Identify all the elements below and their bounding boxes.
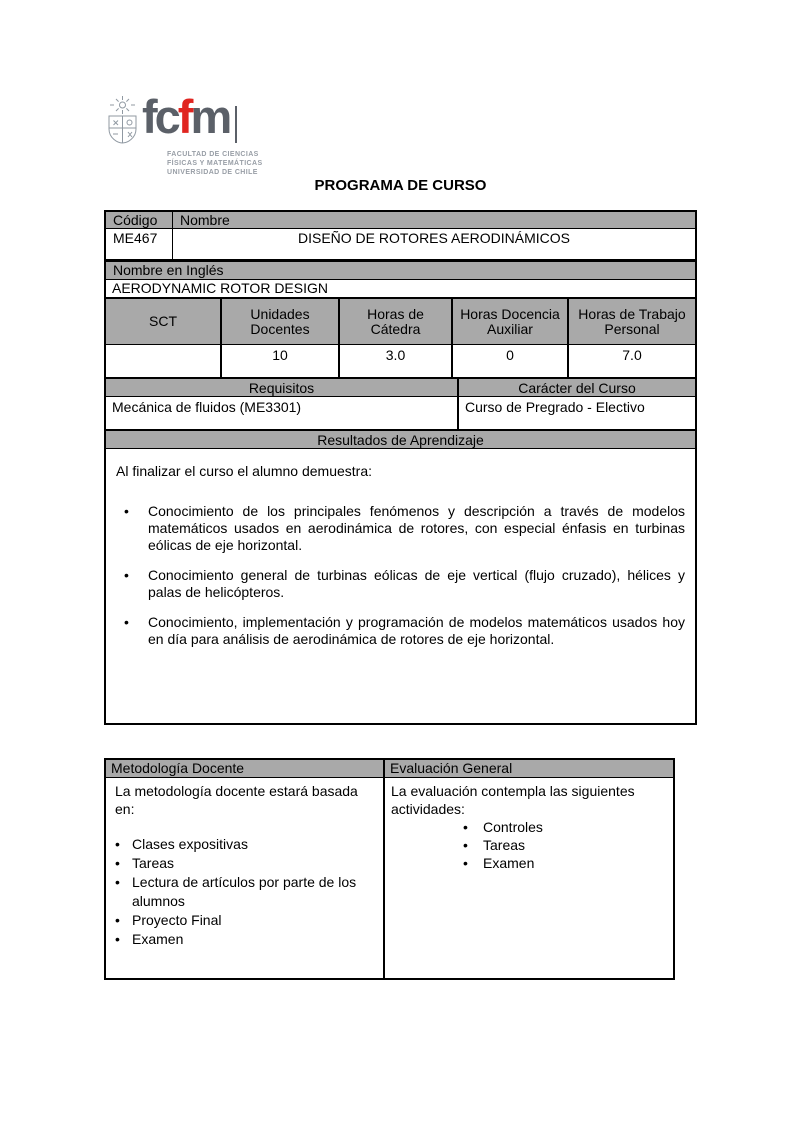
codigo-value: ME467: [106, 229, 173, 259]
resultados-bullet-list: [116, 503, 685, 648]
resultados-bullet: • Conocimiento general de turbinas eólicas de eje vertical (flujo cruzado), hélices y palas de helicópteros.: [116, 567, 685, 601]
resultados-content: [106, 449, 695, 648]
metodologia-content: [106, 778, 385, 978]
course-info-table: [104, 210, 697, 725]
fcfm-wordmark: [142, 90, 237, 143]
sct-header: SCT: [106, 299, 222, 344]
metodologia-intro: La metodología docente estará basada en:: [115, 783, 358, 817]
metodologia-bullet: • Examen: [112, 930, 379, 949]
wordmark-fc: fc: [142, 90, 178, 143]
logo-caption-line: FACULTAD DE CIENCIAS: [167, 151, 259, 158]
nombre-value: DISEÑO DE ROTORES AERODINÁMICOS: [297, 230, 570, 246]
page-title: PROGRAMA DE CURSO: [314, 177, 487, 194]
horas-docencia-auxiliar-header: Horas Docencia Auxiliar: [453, 299, 569, 344]
horas-catedra-value: 3.0: [340, 345, 453, 377]
resultados-bullet: • Conocimiento de los principales fenómenos y descripción a través de modelos matemáticos usados en aerodinámica de rotores, con especial énfasis en turbinas eólicas de eje horizontal.: [116, 503, 685, 554]
resultados-header: Resultados de Aprendizaje: [106, 429, 695, 449]
requisitos-header: Requisitos: [106, 379, 459, 396]
resultados-bullet: • Conocimiento, implementación y programación de modelos matemáticos usados hoy en día para análisis de aerodinámica de rotores de eje horizontal.: [116, 614, 685, 648]
metodologia-evaluacion-header-row: [106, 760, 673, 778]
nombre-header: Nombre: [180, 212, 230, 228]
horas-trabajo-personal-header: Horas de Trabajo Personal: [578, 305, 686, 337]
resultados-intro: Al finalizar el curso el alumno demuestra:: [116, 463, 373, 479]
metodologia-bullet: • Lectura de artículos por parte de los alumnos: [112, 873, 379, 911]
caracter-curso-header: Carácter del Curso: [459, 379, 695, 396]
fcfm-logo: [106, 90, 286, 180]
code-name-value-row: [106, 229, 695, 262]
evaluacion-bullet: • Examen: [391, 854, 669, 872]
codigo-header: Código: [106, 212, 173, 228]
sct-value: [106, 345, 222, 377]
university-crest-icon: [106, 96, 139, 146]
horas-trabajo-personal-value: 7.0: [622, 347, 642, 363]
evaluacion-bullet: • Tareas: [391, 836, 669, 854]
hours-header-row: [106, 297, 695, 345]
logo-caption: [167, 150, 263, 177]
metodologia-bullet: • Proyecto Final: [112, 911, 379, 930]
logo-caption-line: UNIVERSIDAD DE CHILE: [167, 169, 258, 176]
evaluacion-intro: La evaluación contempla las siguientes actividades:: [391, 783, 635, 817]
wordmark-m: m: [190, 90, 230, 143]
wordmark-f-red: f: [177, 90, 191, 143]
requisitos-caracter-value-row: [106, 397, 695, 429]
evaluacion-bullet: • Controles: [391, 818, 669, 836]
unidades-docentes-value: 10: [222, 345, 340, 377]
metodologia-header: Metodología Docente: [106, 760, 385, 777]
metodologia-bullet: • Clases expositivas: [112, 835, 379, 854]
nombre-ingles-value: AERODYNAMIC ROTOR DESIGN: [112, 280, 328, 296]
horas-catedra-header: Horas de Cátedra: [340, 299, 453, 344]
evaluacion-header: Evaluación General: [390, 760, 513, 776]
metodologia-bullet-list: [112, 835, 379, 949]
nombre-ingles-header: Nombre en Inglés: [106, 262, 695, 280]
unidades-docentes-header: Unidades Docentes: [222, 299, 340, 344]
requisitos-value: Mecánica de fluidos (ME3301): [106, 397, 459, 429]
metodologia-evaluacion-table: [104, 758, 675, 980]
horas-docencia-auxiliar-value: 0: [453, 345, 569, 377]
logo-caption-line: FÍSICAS Y MATEMÁTICAS: [167, 160, 263, 167]
requisitos-caracter-header-row: [106, 377, 695, 397]
hours-value-row: [106, 345, 695, 377]
evaluacion-bullet-list: [391, 818, 669, 872]
wordmark-bar: [235, 106, 237, 143]
metodologia-bullet: • Tareas: [112, 854, 379, 873]
metodologia-evaluacion-body-row: [106, 778, 673, 978]
caracter-curso-value: Curso de Pregrado - Electivo: [465, 399, 645, 415]
evaluacion-content: [385, 778, 673, 978]
code-name-header-row: [106, 212, 695, 229]
